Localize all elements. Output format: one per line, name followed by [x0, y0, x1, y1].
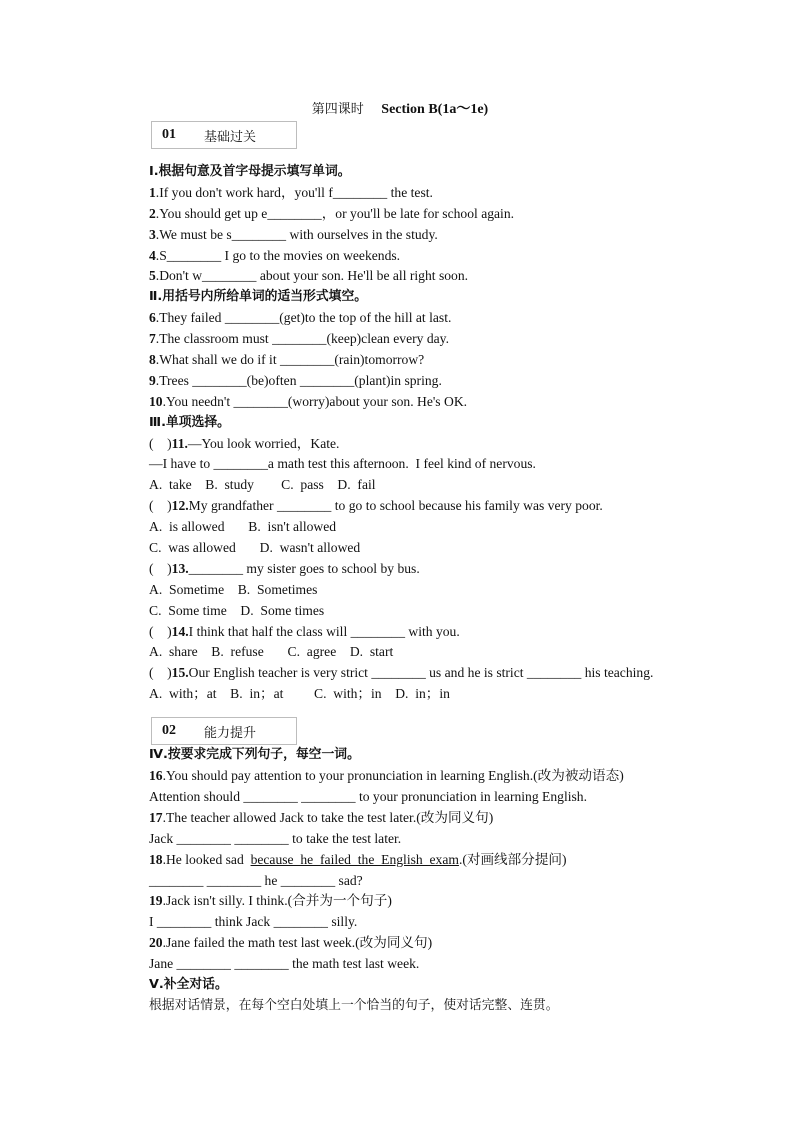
section-box-advanced	[151, 717, 297, 745]
question-line: 7.The classroom must ________(keep)clean every day.	[149, 331, 449, 347]
section-number: 02	[162, 723, 176, 738]
section-label: 能力提升	[204, 725, 257, 741]
answer-line: I ________ think Jack ________ silly.	[149, 914, 358, 930]
question-line: 20.Jane failed the math test last week.(改为同义句)	[149, 935, 433, 951]
options-line: A. with；at B. in；at C. with；in D. in；in	[149, 686, 450, 702]
question-line: 4.S________ I go to the movies on weekends.	[149, 247, 401, 263]
options-line: A. share B. refuse C. agree D. start	[149, 644, 394, 660]
part4-heading: Ⅳ.按要求完成下列句子，每空一词。	[149, 747, 360, 763]
section-label: 基础过关	[204, 129, 257, 145]
question-line: 19.Jack isn't silly. I think.(合并为一个句子)	[149, 893, 392, 909]
underlined-phrase: because he failed the English exam	[250, 851, 459, 867]
question-line: ( )15.Our English teacher is very strict ________ us and he is strict ________ his teaching.	[149, 665, 654, 681]
answer-line: ________ ________ he ________ sad?	[149, 872, 363, 888]
options-line: A. Sometime B. Sometimes	[149, 581, 318, 597]
question-line: 8.What shall we do if it ________(rain)tomorrow?	[149, 352, 425, 368]
question-line: 2.You should get up e________，or you'll be late for school again.	[149, 205, 515, 221]
options-line: C. Some time D. Some times	[149, 602, 325, 618]
section-number: 01	[162, 127, 176, 142]
question-line: ( )11.—You look worried，Kate.	[149, 435, 340, 451]
question-line: ( )12.My grandfather ________ to go to school because his family was very poor.	[149, 498, 603, 514]
question-line: 18.He looked sad because he failed the English exam.(对画线部分提问)	[149, 851, 567, 867]
part2-heading: Ⅱ.用括号内所给单词的适当形式填空。	[149, 289, 368, 305]
section-box-basic	[151, 121, 297, 149]
question-lines	[149, 162, 749, 1017]
question-line: 5.Don't w________ about your son. He'll be all right soon.	[149, 268, 469, 284]
question-line: 6.They failed ________(get)to the top of the hill at last.	[149, 310, 452, 326]
options-line: C. was allowed D. wasn't allowed	[149, 540, 361, 556]
question-line: 3.We must be s________ with ourselves in the study.	[149, 226, 438, 242]
page-title	[0, 98, 800, 118]
lesson-label: 第四课时	[311, 102, 364, 117]
part1-heading: Ⅰ.根据句意及首字母提示填写单词。	[149, 164, 351, 179]
answer-line: Attention should ________ ________ to your pronunciation in learning English.	[149, 788, 587, 804]
options-line: A. take B. study C. pass D. fail	[149, 477, 376, 493]
question-line: ( )14.I think that half the class will ________ with you.	[149, 623, 460, 639]
question-line: 10.You needn't ________(worry)about your son. He's OK.	[149, 393, 468, 409]
question-line: 1.If you don't work hard，you'll f________ the test.	[149, 184, 433, 200]
part5-heading: Ⅴ.补全对话。	[149, 976, 228, 992]
section-label: Section B(1a～1e)	[381, 102, 489, 117]
answer-line: Jack ________ ________ to take the test later.	[149, 830, 402, 846]
question-line: —I have to ________a math test this afternoon. I feel kind of nervous.	[149, 456, 536, 472]
question-line: ( )13.________ my sister goes to school by bus.	[149, 560, 420, 576]
question-line: 17.The teacher allowed Jack to take the test later.(改为同义句)	[149, 809, 494, 825]
part5-instruction: 根据对话情景，在每个空白处填上一个恰当的句子，使对话完整、连贯。	[149, 997, 559, 1013]
part3-heading: Ⅲ.单项选择。	[149, 414, 230, 430]
options-line: A. is allowed B. isn't allowed	[149, 519, 337, 535]
question-line: 9.Trees ________(be)often ________(plant)in spring.	[149, 372, 442, 388]
answer-line: Jane ________ ________ the math test last week.	[149, 956, 420, 972]
question-line: 16.You should pay attention to your pronunciation in learning English.(改为被动语态)	[149, 768, 624, 784]
